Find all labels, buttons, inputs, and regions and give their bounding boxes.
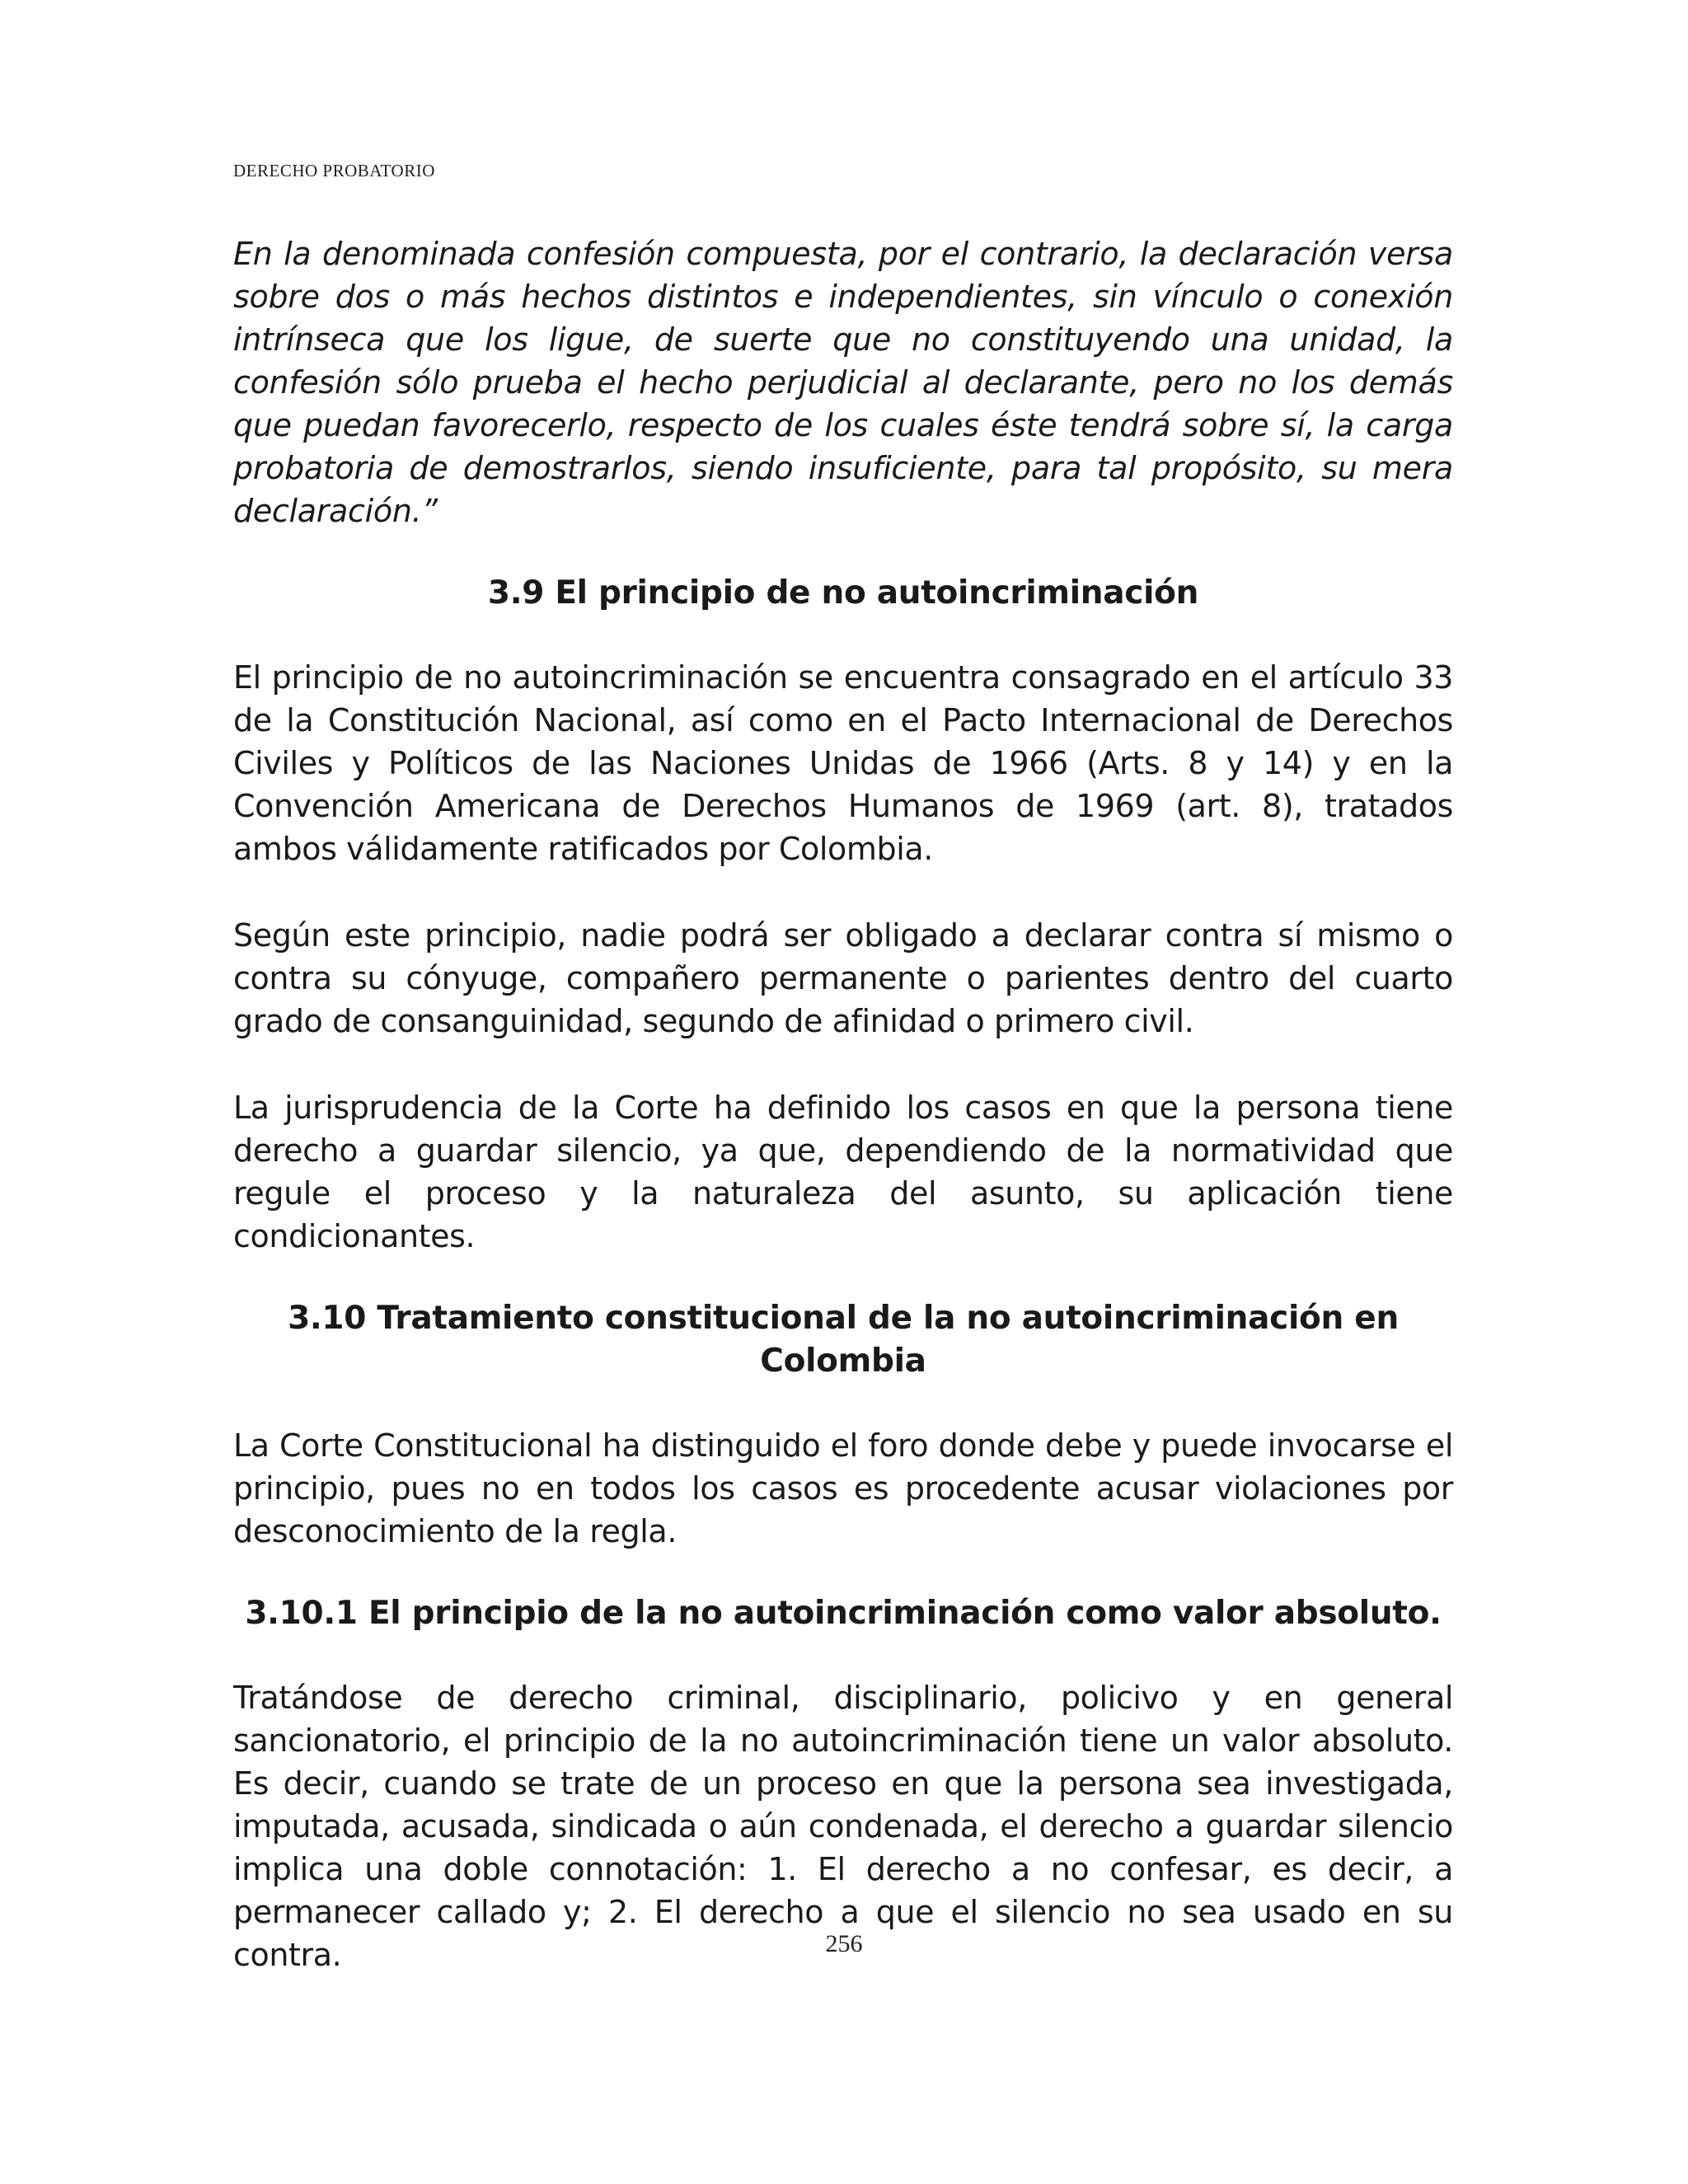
section-heading-3-10: 3.10 Tratamiento constitucional de la no autoincriminación en Colombia — [288, 1300, 1399, 1380]
page-number: 256 — [825, 1930, 863, 1957]
subsection-heading-3-10-1: 3.10.1 El principio de la no autoincriminación como valor absoluto. — [245, 1595, 1442, 1632]
body-paragraph: La jurisprudencia de la Corte ha definido los casos en que la persona tiene derecho a guardar silencio, ya que, dependiendo de la normatividad que regule el proceso y la naturaleza del asunto, su aplicación tiene condicionantes. — [233, 1090, 1453, 1254]
body-paragraph: Tratándose de derecho criminal, disciplinario, policivo y en general sancionatorio, el principio de la no autoincriminación tiene un valor absoluto. Es decir, cuando se trate de un proceso en que la persona sea investigada, imputada, acusada, sindicada o aún condenada, el derecho a guardar silencio implica una doble connotación: 1. El derecho a no confesar, es decir, a permanecer callado y; 2. El derecho a que el silencio no sea usado en su contra. — [233, 1680, 1453, 1973]
body-paragraph: El principio de no autoincriminación se encuentra consagrado en el artículo 33 de la Constitución Nacional, así como en el Pacto Internacional de Derechos Civiles y Políticos de las Naciones Unidas de 1966 (Arts. 8 y 14) y en la Convención Americana de Derechos Humanos de 1969 (art. 8), tratados ambos válidamente ratificados por Colombia. — [233, 659, 1453, 867]
running-header: DERECHO PROBATORIO — [233, 161, 435, 180]
page-body — [233, 232, 1453, 1976]
section-heading-3-9: 3.9 El principio de no autoincriminación — [487, 574, 1199, 612]
body-paragraph: La Corte Constitucional ha distinguido el foro donde debe y puede invocarse el principio, pues no en todos los casos es procedente acusar violaciones por desconocimiento de la regla. — [233, 1427, 1453, 1549]
body-paragraph: Según este principio, nadie podrá ser obligado a declarar contra sí mismo o contra su cónyuge, compañero permanente o parientes dentro del cuarto grado de consanguinidad, segundo de afinidad o primero civil. — [233, 917, 1453, 1039]
quoted-paragraph: En la denominada confesión compuesta, por el contrario, la declaración versa sobre dos o más hechos distintos e independientes, sin vínculo o conexión intrínseca que los ligue, de suerte que no constituyendo una unidad, la confesión sólo prueba el hecho perjudicial al declarante, pero no los demás que puedan favorecerlo, respecto de los cuales éste tendrá sobre sí, la carga probatoria de demostrarlos, siendo insuficiente, para tal propósito, su mera declaración.” — [233, 236, 1453, 529]
